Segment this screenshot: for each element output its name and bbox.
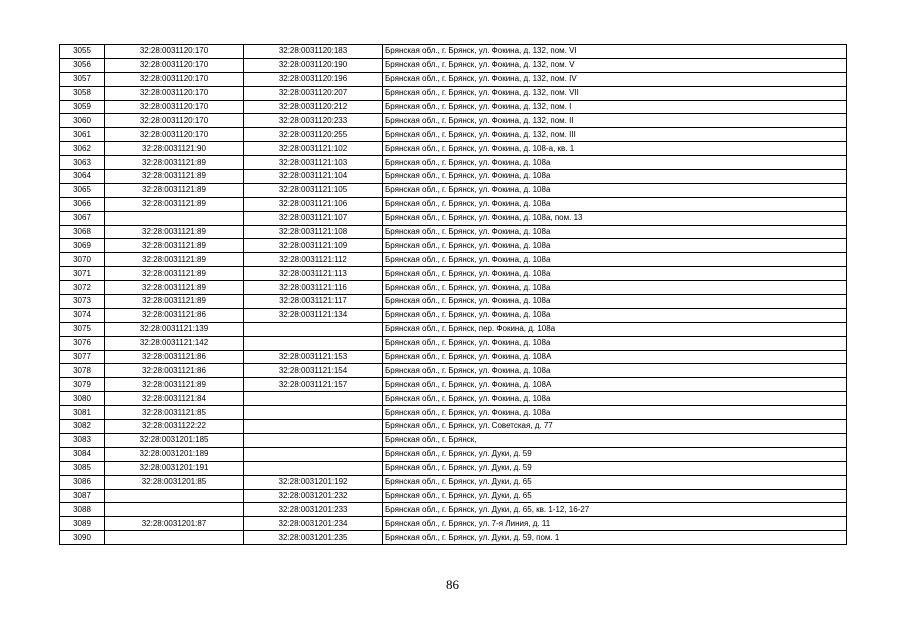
row-number-cell: 3057 <box>60 72 105 86</box>
table-row <box>60 114 847 128</box>
table-row <box>60 142 847 156</box>
table-row <box>60 86 847 100</box>
object-cadastral-number-cell: 32:28:0031121:104 <box>244 170 383 184</box>
object-cadastral-number-cell: 32:28:0031120:183 <box>244 45 383 59</box>
object-cadastral-number-cell: 32:28:0031120:190 <box>244 58 383 72</box>
address-cell: Брянская обл., г. Брянск, ул. Дуки, д. 65 <box>383 489 847 503</box>
address-cell: Брянская обл., г. Брянск, ул. Советская, д. 77 <box>383 420 847 434</box>
parent-cadastral-number-cell: 32:28:0031121:139 <box>105 322 244 336</box>
row-number-cell: 3082 <box>60 420 105 434</box>
object-cadastral-number-cell <box>244 406 383 420</box>
table-row <box>60 406 847 420</box>
parent-cadastral-number-cell: 32:28:0031121:89 <box>105 281 244 295</box>
object-cadastral-number-cell: 32:28:0031121:134 <box>244 308 383 322</box>
table-row <box>60 45 847 59</box>
row-number-cell: 3077 <box>60 350 105 364</box>
row-number-cell: 3070 <box>60 253 105 267</box>
parent-cadastral-number-cell: 32:28:0031121:89 <box>105 378 244 392</box>
row-number-cell: 3083 <box>60 433 105 447</box>
table-row <box>60 281 847 295</box>
object-cadastral-number-cell: 32:28:0031121:153 <box>244 350 383 364</box>
parent-cadastral-number-cell: 32:28:0031121:86 <box>105 364 244 378</box>
address-cell: Брянская обл., г. Брянск, ул. Фокина, д. 108а <box>383 156 847 170</box>
parent-cadastral-number-cell: 32:28:0031121:86 <box>105 308 244 322</box>
row-number-cell: 3056 <box>60 58 105 72</box>
parent-cadastral-number-cell <box>105 489 244 503</box>
row-number-cell: 3075 <box>60 322 105 336</box>
address-cell: Брянская обл., г. Брянск, ул. Фокина, д. 108а <box>383 267 847 281</box>
address-cell: Брянская обл., г. Брянск, ул. Фокина, д. 108а <box>383 295 847 309</box>
address-cell: Брянская обл., г. Брянск, ул. Фокина, д. 108а <box>383 392 847 406</box>
row-number-cell: 3066 <box>60 197 105 211</box>
table-row <box>60 336 847 350</box>
table-row <box>60 364 847 378</box>
parent-cadastral-number-cell: 32:28:0031201:189 <box>105 447 244 461</box>
table-row <box>60 267 847 281</box>
object-cadastral-number-cell: 32:28:0031201:192 <box>244 475 383 489</box>
address-cell: Брянская обл., г. Брянск, <box>383 433 847 447</box>
row-number-cell: 3089 <box>60 517 105 531</box>
parent-cadastral-number-cell: 32:28:0031201:87 <box>105 517 244 531</box>
address-cell: Брянская обл., г. Брянск, ул. Фокина, д. 132, пом. II <box>383 114 847 128</box>
address-cell: Брянская обл., г. Брянск, ул. Дуки, д. 65, кв. 1-12, 16-27 <box>383 503 847 517</box>
row-number-cell: 3074 <box>60 308 105 322</box>
address-cell: Брянская обл., г. Брянск, пер. Фокина, д. 108а <box>383 322 847 336</box>
row-number-cell: 3058 <box>60 86 105 100</box>
parent-cadastral-number-cell: 32:28:0031120:170 <box>105 45 244 59</box>
address-cell: Брянская обл., г. Брянск, ул. Дуки, д. 59 <box>383 461 847 475</box>
object-cadastral-number-cell: 32:28:0031201:233 <box>244 503 383 517</box>
table-row <box>60 475 847 489</box>
address-cell: Брянская обл., г. Брянск, ул. Фокина, д. 108а <box>383 281 847 295</box>
table-row <box>60 239 847 253</box>
object-cadastral-number-cell: 32:28:0031201:235 <box>244 531 383 545</box>
parent-cadastral-number-cell <box>105 531 244 545</box>
table-row <box>60 503 847 517</box>
table-row <box>60 489 847 503</box>
table-row <box>60 378 847 392</box>
address-cell: Брянская обл., г. Брянск, ул. Фокина, д. 108а, пом. 13 <box>383 211 847 225</box>
row-number-cell: 3079 <box>60 378 105 392</box>
row-number-cell: 3073 <box>60 295 105 309</box>
table-row <box>60 531 847 545</box>
row-number-cell: 3060 <box>60 114 105 128</box>
table-row <box>60 72 847 86</box>
object-cadastral-number-cell <box>244 433 383 447</box>
table-row <box>60 322 847 336</box>
parent-cadastral-number-cell <box>105 503 244 517</box>
object-cadastral-number-cell: 32:28:0031121:113 <box>244 267 383 281</box>
parent-cadastral-number-cell: 32:28:0031121:89 <box>105 156 244 170</box>
parent-cadastral-number-cell: 32:28:0031120:170 <box>105 58 244 72</box>
object-cadastral-number-cell: 32:28:0031121:154 <box>244 364 383 378</box>
address-cell: Брянская обл., г. Брянск, ул. 7-я Линия, д. 11 <box>383 517 847 531</box>
object-cadastral-number-cell: 32:28:0031121:108 <box>244 225 383 239</box>
address-cell: Брянская обл., г. Брянск, ул. Фокина, д. 108а <box>383 308 847 322</box>
row-number-cell: 3084 <box>60 447 105 461</box>
registry-table <box>59 44 847 545</box>
parent-cadastral-number-cell: 32:28:0031121:89 <box>105 253 244 267</box>
table-row <box>60 350 847 364</box>
object-cadastral-number-cell <box>244 322 383 336</box>
row-number-cell: 3061 <box>60 128 105 142</box>
table-row <box>60 183 847 197</box>
address-cell: Брянская обл., г. Брянск, ул. Фокина, д. 132, пом. III <box>383 128 847 142</box>
row-number-cell: 3076 <box>60 336 105 350</box>
row-number-cell: 3068 <box>60 225 105 239</box>
object-cadastral-number-cell: 32:28:0031120:233 <box>244 114 383 128</box>
table-row <box>60 100 847 114</box>
table-row <box>60 392 847 406</box>
parent-cadastral-number-cell: 32:28:0031121:89 <box>105 267 244 281</box>
object-cadastral-number-cell: 32:28:0031121:116 <box>244 281 383 295</box>
address-cell: Брянская обл., г. Брянск, ул. Дуки, д. 65 <box>383 475 847 489</box>
address-cell: Брянская обл., г. Брянск, ул. Фокина, д. 108а <box>383 406 847 420</box>
table-row <box>60 308 847 322</box>
parent-cadastral-number-cell: 32:28:0031201:185 <box>105 433 244 447</box>
table-row <box>60 170 847 184</box>
object-cadastral-number-cell: 32:28:0031121:103 <box>244 156 383 170</box>
table-row <box>60 128 847 142</box>
row-number-cell: 3071 <box>60 267 105 281</box>
row-number-cell: 3088 <box>60 503 105 517</box>
row-number-cell: 3055 <box>60 45 105 59</box>
parent-cadastral-number-cell: 32:28:0031121:85 <box>105 406 244 420</box>
address-cell: Брянская обл., г. Брянск, ул. Фокина, д. 108а <box>383 170 847 184</box>
address-cell: Брянская обл., г. Брянск, ул. Фокина, д. 108а <box>383 239 847 253</box>
parent-cadastral-number-cell: 32:28:0031120:170 <box>105 72 244 86</box>
address-cell: Брянская обл., г. Брянск, ул. Фокина, д. 108А <box>383 350 847 364</box>
object-cadastral-number-cell: 32:28:0031121:106 <box>244 197 383 211</box>
address-cell: Брянская обл., г. Брянск, ул. Фокина, д. 108а <box>383 197 847 211</box>
parent-cadastral-number-cell: 32:28:0031121:89 <box>105 295 244 309</box>
object-cadastral-number-cell: 32:28:0031120:207 <box>244 86 383 100</box>
table-row <box>60 156 847 170</box>
object-cadastral-number-cell: 32:28:0031121:102 <box>244 142 383 156</box>
address-cell: Брянская обл., г. Брянск, ул. Фокина, д. 108а <box>383 183 847 197</box>
parent-cadastral-number-cell: 32:28:0031120:170 <box>105 114 244 128</box>
row-number-cell: 3090 <box>60 531 105 545</box>
row-number-cell: 3085 <box>60 461 105 475</box>
table-row <box>60 461 847 475</box>
object-cadastral-number-cell <box>244 461 383 475</box>
address-cell: Брянская обл., г. Брянск, ул. Фокина, д. 108а <box>383 336 847 350</box>
row-number-cell: 3086 <box>60 475 105 489</box>
registry-table-body <box>60 45 847 545</box>
table-row <box>60 447 847 461</box>
table-row <box>60 225 847 239</box>
row-number-cell: 3062 <box>60 142 105 156</box>
address-cell: Брянская обл., г. Брянск, ул. Фокина, д. 108а <box>383 253 847 267</box>
parent-cadastral-number-cell: 32:28:0031121:86 <box>105 350 244 364</box>
parent-cadastral-number-cell: 32:28:0031120:170 <box>105 100 244 114</box>
address-cell: Брянская обл., г. Брянск, ул. Дуки, д. 59 <box>383 447 847 461</box>
address-cell: Брянская обл., г. Брянск, ул. Дуки, д. 59, пом. 1 <box>383 531 847 545</box>
object-cadastral-number-cell: 32:28:0031201:232 <box>244 489 383 503</box>
table-row <box>60 211 847 225</box>
address-cell: Брянская обл., г. Брянск, ул. Фокина, д. 132, пом. VII <box>383 86 847 100</box>
parent-cadastral-number-cell <box>105 211 244 225</box>
address-cell: Брянская обл., г. Брянск, ул. Фокина, д. 132, пом. IV <box>383 72 847 86</box>
object-cadastral-number-cell: 32:28:0031121:117 <box>244 295 383 309</box>
table-row <box>60 253 847 267</box>
row-number-cell: 3080 <box>60 392 105 406</box>
parent-cadastral-number-cell: 32:28:0031121:84 <box>105 392 244 406</box>
object-cadastral-number-cell <box>244 447 383 461</box>
row-number-cell: 3059 <box>60 100 105 114</box>
table-row <box>60 197 847 211</box>
address-cell: Брянская обл., г. Брянск, ул. Фокина, д. 108а <box>383 364 847 378</box>
parent-cadastral-number-cell: 32:28:0031121:90 <box>105 142 244 156</box>
parent-cadastral-number-cell: 32:28:0031122:22 <box>105 420 244 434</box>
parent-cadastral-number-cell: 32:28:0031121:89 <box>105 239 244 253</box>
address-cell: Брянская обл., г. Брянск, ул. Фокина, д. 108-а, кв. 1 <box>383 142 847 156</box>
row-number-cell: 3064 <box>60 170 105 184</box>
table-row <box>60 420 847 434</box>
row-number-cell: 3078 <box>60 364 105 378</box>
row-number-cell: 3087 <box>60 489 105 503</box>
object-cadastral-number-cell <box>244 392 383 406</box>
parent-cadastral-number-cell: 32:28:0031121:142 <box>105 336 244 350</box>
object-cadastral-number-cell: 32:28:0031201:234 <box>244 517 383 531</box>
row-number-cell: 3081 <box>60 406 105 420</box>
object-cadastral-number-cell <box>244 420 383 434</box>
table-row <box>60 58 847 72</box>
row-number-cell: 3072 <box>60 281 105 295</box>
object-cadastral-number-cell: 32:28:0031121:157 <box>244 378 383 392</box>
parent-cadastral-number-cell: 32:28:0031121:89 <box>105 183 244 197</box>
address-cell: Брянская обл., г. Брянск, ул. Фокина, д. 132, пом. VI <box>383 45 847 59</box>
table-row <box>60 517 847 531</box>
row-number-cell: 3065 <box>60 183 105 197</box>
object-cadastral-number-cell: 32:28:0031121:107 <box>244 211 383 225</box>
object-cadastral-number-cell <box>244 336 383 350</box>
parent-cadastral-number-cell: 32:28:0031201:85 <box>105 475 244 489</box>
table-row <box>60 295 847 309</box>
address-cell: Брянская обл., г. Брянск, ул. Фокина, д. 108а <box>383 225 847 239</box>
parent-cadastral-number-cell: 32:28:0031121:89 <box>105 197 244 211</box>
parent-cadastral-number-cell: 32:28:0031201:191 <box>105 461 244 475</box>
page-number: 86 <box>446 577 459 592</box>
object-cadastral-number-cell: 32:28:0031120:212 <box>244 100 383 114</box>
parent-cadastral-number-cell: 32:28:0031120:170 <box>105 128 244 142</box>
object-cadastral-number-cell: 32:28:0031120:255 <box>244 128 383 142</box>
address-cell: Брянская обл., г. Брянск, ул. Фокина, д. 132, пом. V <box>383 58 847 72</box>
object-cadastral-number-cell: 32:28:0031121:109 <box>244 239 383 253</box>
parent-cadastral-number-cell: 32:28:0031121:89 <box>105 170 244 184</box>
object-cadastral-number-cell: 32:28:0031120:196 <box>244 72 383 86</box>
parent-cadastral-number-cell: 32:28:0031121:89 <box>105 225 244 239</box>
address-cell: Брянская обл., г. Брянск, ул. Фокина, д. 132, пом. I <box>383 100 847 114</box>
row-number-cell: 3069 <box>60 239 105 253</box>
row-number-cell: 3063 <box>60 156 105 170</box>
address-cell: Брянская обл., г. Брянск, ул. Фокина, д. 108А <box>383 378 847 392</box>
parent-cadastral-number-cell: 32:28:0031120:170 <box>105 86 244 100</box>
object-cadastral-number-cell: 32:28:0031121:105 <box>244 183 383 197</box>
object-cadastral-number-cell: 32:28:0031121:112 <box>244 253 383 267</box>
row-number-cell: 3067 <box>60 211 105 225</box>
table-row <box>60 433 847 447</box>
